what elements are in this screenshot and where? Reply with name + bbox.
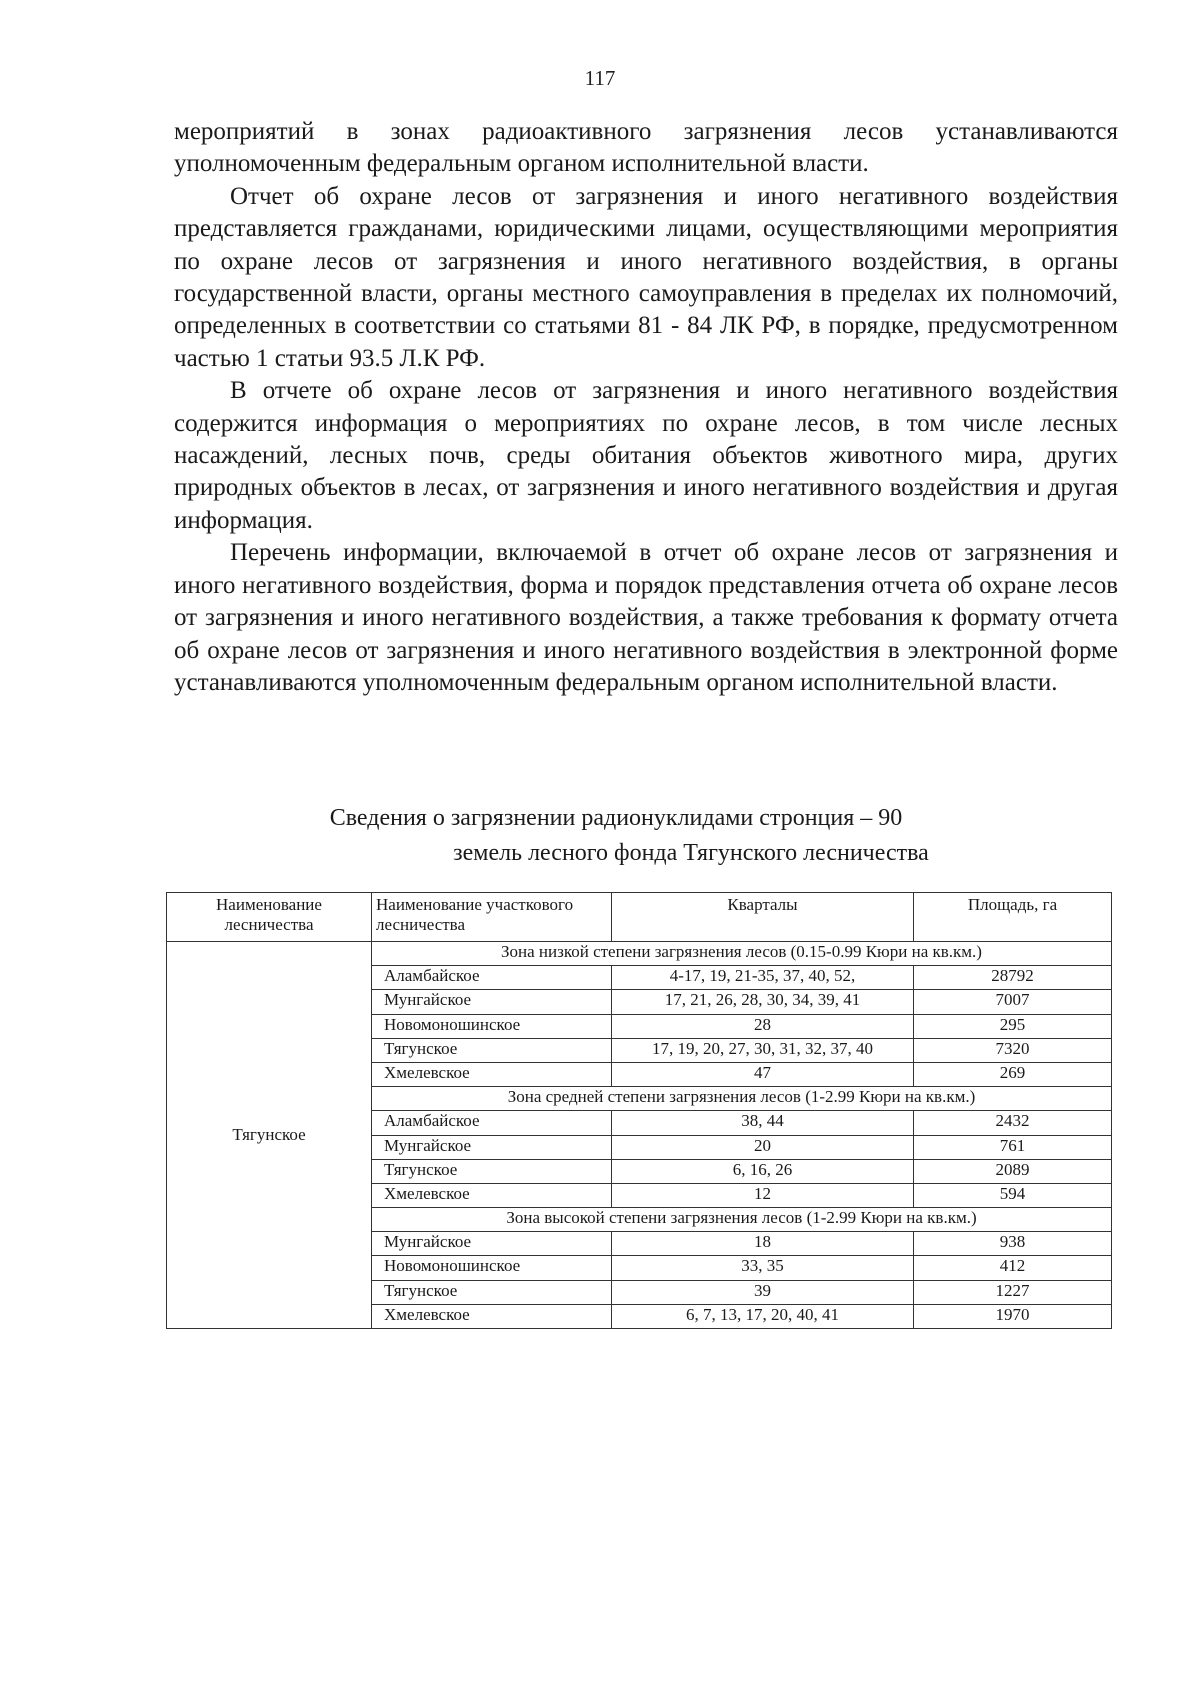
header-forestry: Наименование лесничества bbox=[167, 893, 372, 942]
area-cell: 7320 bbox=[914, 1038, 1112, 1062]
district-name-cell: Хмелевское bbox=[372, 1304, 612, 1328]
table-header-row bbox=[167, 893, 1112, 942]
area-cell: 761 bbox=[914, 1135, 1112, 1159]
quarters-cell: 6, 7, 13, 17, 20, 40, 41 bbox=[612, 1304, 914, 1328]
district-name-cell: Новомоношинское bbox=[372, 1256, 612, 1280]
district-name-cell: Тягунское bbox=[372, 1038, 612, 1062]
area-cell: 938 bbox=[914, 1232, 1112, 1256]
page-number: 117 bbox=[584, 66, 616, 90]
district-name-cell: Хмелевское bbox=[372, 1062, 612, 1086]
table-title-line-1: Сведения о загрязнении радионуклидами стронция – 90 bbox=[329, 805, 903, 831]
paragraph: мероприятий в зонах радиоактивного загрязнения лесов устанавливаются уполномоченным федеральным органом исполнительной власти. bbox=[174, 118, 1118, 178]
paragraph: В отчете об охране лесов от загрязнения и иного негативного воздействия содержится информация о мероприятиях по охране лесов, в том числе лесных насаждений, лесных почв, среды обитания объектов животного мира, других природных объектов в лесах, от загрязнения и иного негативного воздействия и другая информация. bbox=[174, 377, 1118, 534]
table-body bbox=[167, 942, 1112, 1329]
forestry-name-cell: Тягунское bbox=[167, 942, 372, 1329]
table-title-line-2: земель лесного фонда Тягунского лесничества bbox=[453, 840, 929, 866]
quarters-cell: 28 bbox=[612, 1014, 914, 1038]
area-cell: 295 bbox=[914, 1014, 1112, 1038]
contamination-table bbox=[166, 892, 1112, 1329]
area-cell: 2089 bbox=[914, 1159, 1112, 1183]
district-name-cell: Хмелевское bbox=[372, 1183, 612, 1207]
district-name-cell: Аламбайское bbox=[372, 966, 612, 990]
paragraph: Отчет об охране лесов от загрязнения и иного негативного воздействия представляется гражданами, юридическими лицами, осуществляющими мероприятия по охране лесов от загрязнения и иного негативного воздействия, в органы государственной власти, органы местного самоуправления в пределах их полномочий, определенных в соответствии со статьями 81 - 84 ЛК РФ, в порядке, предусмотренном частью 1 статьи 93.5 Л.К РФ. bbox=[174, 182, 1118, 372]
quarters-cell: 17, 19, 20, 27, 30, 31, 32, 37, 40 bbox=[612, 1038, 914, 1062]
quarters-cell: 4-17, 19, 21-35, 37, 40, 52, bbox=[612, 966, 914, 990]
body-text bbox=[174, 116, 1118, 699]
quarters-cell: 17, 21, 26, 28, 30, 34, 39, 41 bbox=[612, 990, 914, 1014]
quarters-cell: 20 bbox=[612, 1135, 914, 1159]
area-cell: 1227 bbox=[914, 1280, 1112, 1304]
district-name-cell: Тягунское bbox=[372, 1280, 612, 1304]
quarters-cell: 39 bbox=[612, 1280, 914, 1304]
district-name-cell: Мунгайское bbox=[372, 990, 612, 1014]
zone-header-row bbox=[167, 942, 1112, 966]
quarters-cell: 6, 16, 26 bbox=[612, 1159, 914, 1183]
area-cell: 412 bbox=[914, 1256, 1112, 1280]
district-name-cell: Тягунское bbox=[372, 1159, 612, 1183]
district-name-cell: Аламбайское bbox=[372, 1111, 612, 1135]
area-cell: 7007 bbox=[914, 990, 1112, 1014]
district-name-cell: Мунгайское bbox=[372, 1135, 612, 1159]
quarters-cell: 38, 44 bbox=[612, 1111, 914, 1135]
header-area: Площадь, га bbox=[914, 893, 1112, 942]
zone-title: Зона низкой степени загрязнения лесов (0.15-0.99 Кюри на кв.км.) bbox=[372, 942, 1112, 966]
quarters-cell: 18 bbox=[612, 1232, 914, 1256]
district-name-cell: Мунгайское bbox=[372, 1232, 612, 1256]
area-cell: 269 bbox=[914, 1062, 1112, 1086]
zone-title: Зона средней степени загрязнения лесов (1-2.99 Кюри на кв.км.) bbox=[372, 1087, 1112, 1111]
area-cell: 2432 bbox=[914, 1111, 1112, 1135]
district-name-cell: Новомоношинское bbox=[372, 1014, 612, 1038]
quarters-cell: 33, 35 bbox=[612, 1256, 914, 1280]
zone-title: Зона высокой степени загрязнения лесов (1-2.99 Кюри на кв.км.) bbox=[372, 1208, 1112, 1232]
table-title bbox=[174, 801, 1118, 871]
quarters-cell: 47 bbox=[612, 1062, 914, 1086]
header-quarters: Кварталы bbox=[612, 893, 914, 942]
area-cell: 1970 bbox=[914, 1304, 1112, 1328]
area-cell: 28792 bbox=[914, 966, 1112, 990]
area-cell: 594 bbox=[914, 1183, 1112, 1207]
quarters-cell: 12 bbox=[612, 1183, 914, 1207]
paragraph: Перечень информации, включаемой в отчет об охране лесов от загрязнения и иного негативного воздействия, форма и порядок представления отчета об охране лесов от загрязнения и иного негативного воздействия, а также требования к формату отчета об охране лесов от загрязнения и иного негативного воздействия в электронной форме устанавливаются уполномоченным федеральным органом исполнительной власти. bbox=[174, 539, 1118, 696]
header-district: Наименование участкового лесничества bbox=[372, 893, 612, 942]
